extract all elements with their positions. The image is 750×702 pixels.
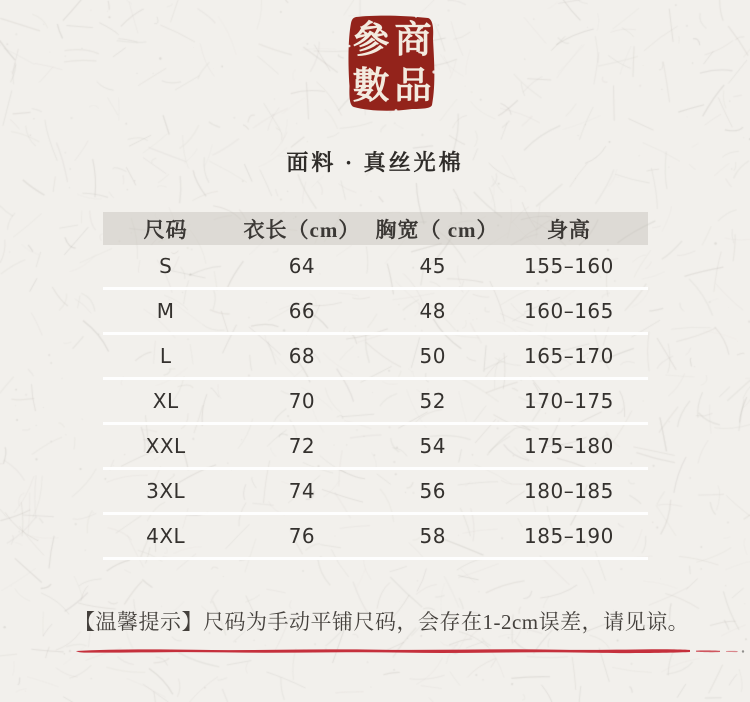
brush-stroke [74, 644, 746, 658]
seal-stamp [346, 14, 438, 112]
seal-char-shu: 數 [352, 65, 390, 107]
table-cell: 66 [288, 299, 316, 323]
table-cell: XL [152, 389, 179, 413]
table-cell: 64 [288, 254, 316, 278]
size-table [103, 212, 648, 560]
table-cell: 72 [288, 434, 316, 458]
table-cell: 175–180 [524, 434, 614, 458]
table-row [103, 380, 648, 425]
brush-divider [74, 644, 746, 658]
table-cell: 185–190 [524, 524, 614, 548]
warm-tip: 【温馨提示】尺码为手动平铺尺码，会存在1-2cm误差，请见谅。 [74, 610, 690, 634]
table-row [103, 425, 648, 470]
table-row [103, 515, 648, 560]
seal-char-shang: 商 [394, 19, 432, 61]
seal-char-pin: 品 [394, 65, 432, 107]
table-cell: 3XL [146, 479, 186, 503]
header-garment-length: 衣长（cm） [243, 217, 361, 242]
table-cell: L [159, 344, 172, 368]
table-cell: 45 [419, 254, 446, 278]
table-cell: 54 [419, 434, 446, 458]
table-cell: 74 [288, 479, 316, 503]
size-table-body [103, 245, 648, 560]
table-row [103, 290, 648, 335]
table-row [103, 335, 648, 380]
table-row [103, 470, 648, 515]
seal-char-can: 參 [352, 19, 390, 61]
table-cell: 4XL [146, 524, 186, 548]
table-cell: 155–160 [524, 254, 614, 278]
table-cell: XXL [145, 434, 186, 458]
table-cell: 50 [419, 344, 446, 368]
table-cell: 76 [288, 524, 316, 548]
header-chest-width: 胸宽（ cm） [375, 217, 499, 242]
seal-characters [350, 17, 434, 109]
table-cell: 56 [419, 479, 446, 503]
table-cell: S [159, 254, 173, 278]
size-table-header [103, 212, 648, 245]
table-row [103, 245, 648, 290]
table-cell: 58 [419, 524, 446, 548]
fabric-line: 面料 · 真丝光棉 [286, 150, 464, 175]
table-cell: 165–170 [524, 344, 614, 368]
table-cell: M [156, 299, 175, 323]
table-cell: 52 [419, 389, 446, 413]
header-size: 尺码 [143, 217, 188, 242]
header-height: 身高 [546, 217, 591, 242]
table-cell: 68 [288, 344, 316, 368]
table-cell: 48 [419, 299, 446, 323]
table-cell: 160–165 [524, 299, 614, 323]
table-cell: 70 [288, 389, 316, 413]
table-cell: 170–175 [524, 389, 614, 413]
table-cell: 180–185 [524, 479, 614, 503]
